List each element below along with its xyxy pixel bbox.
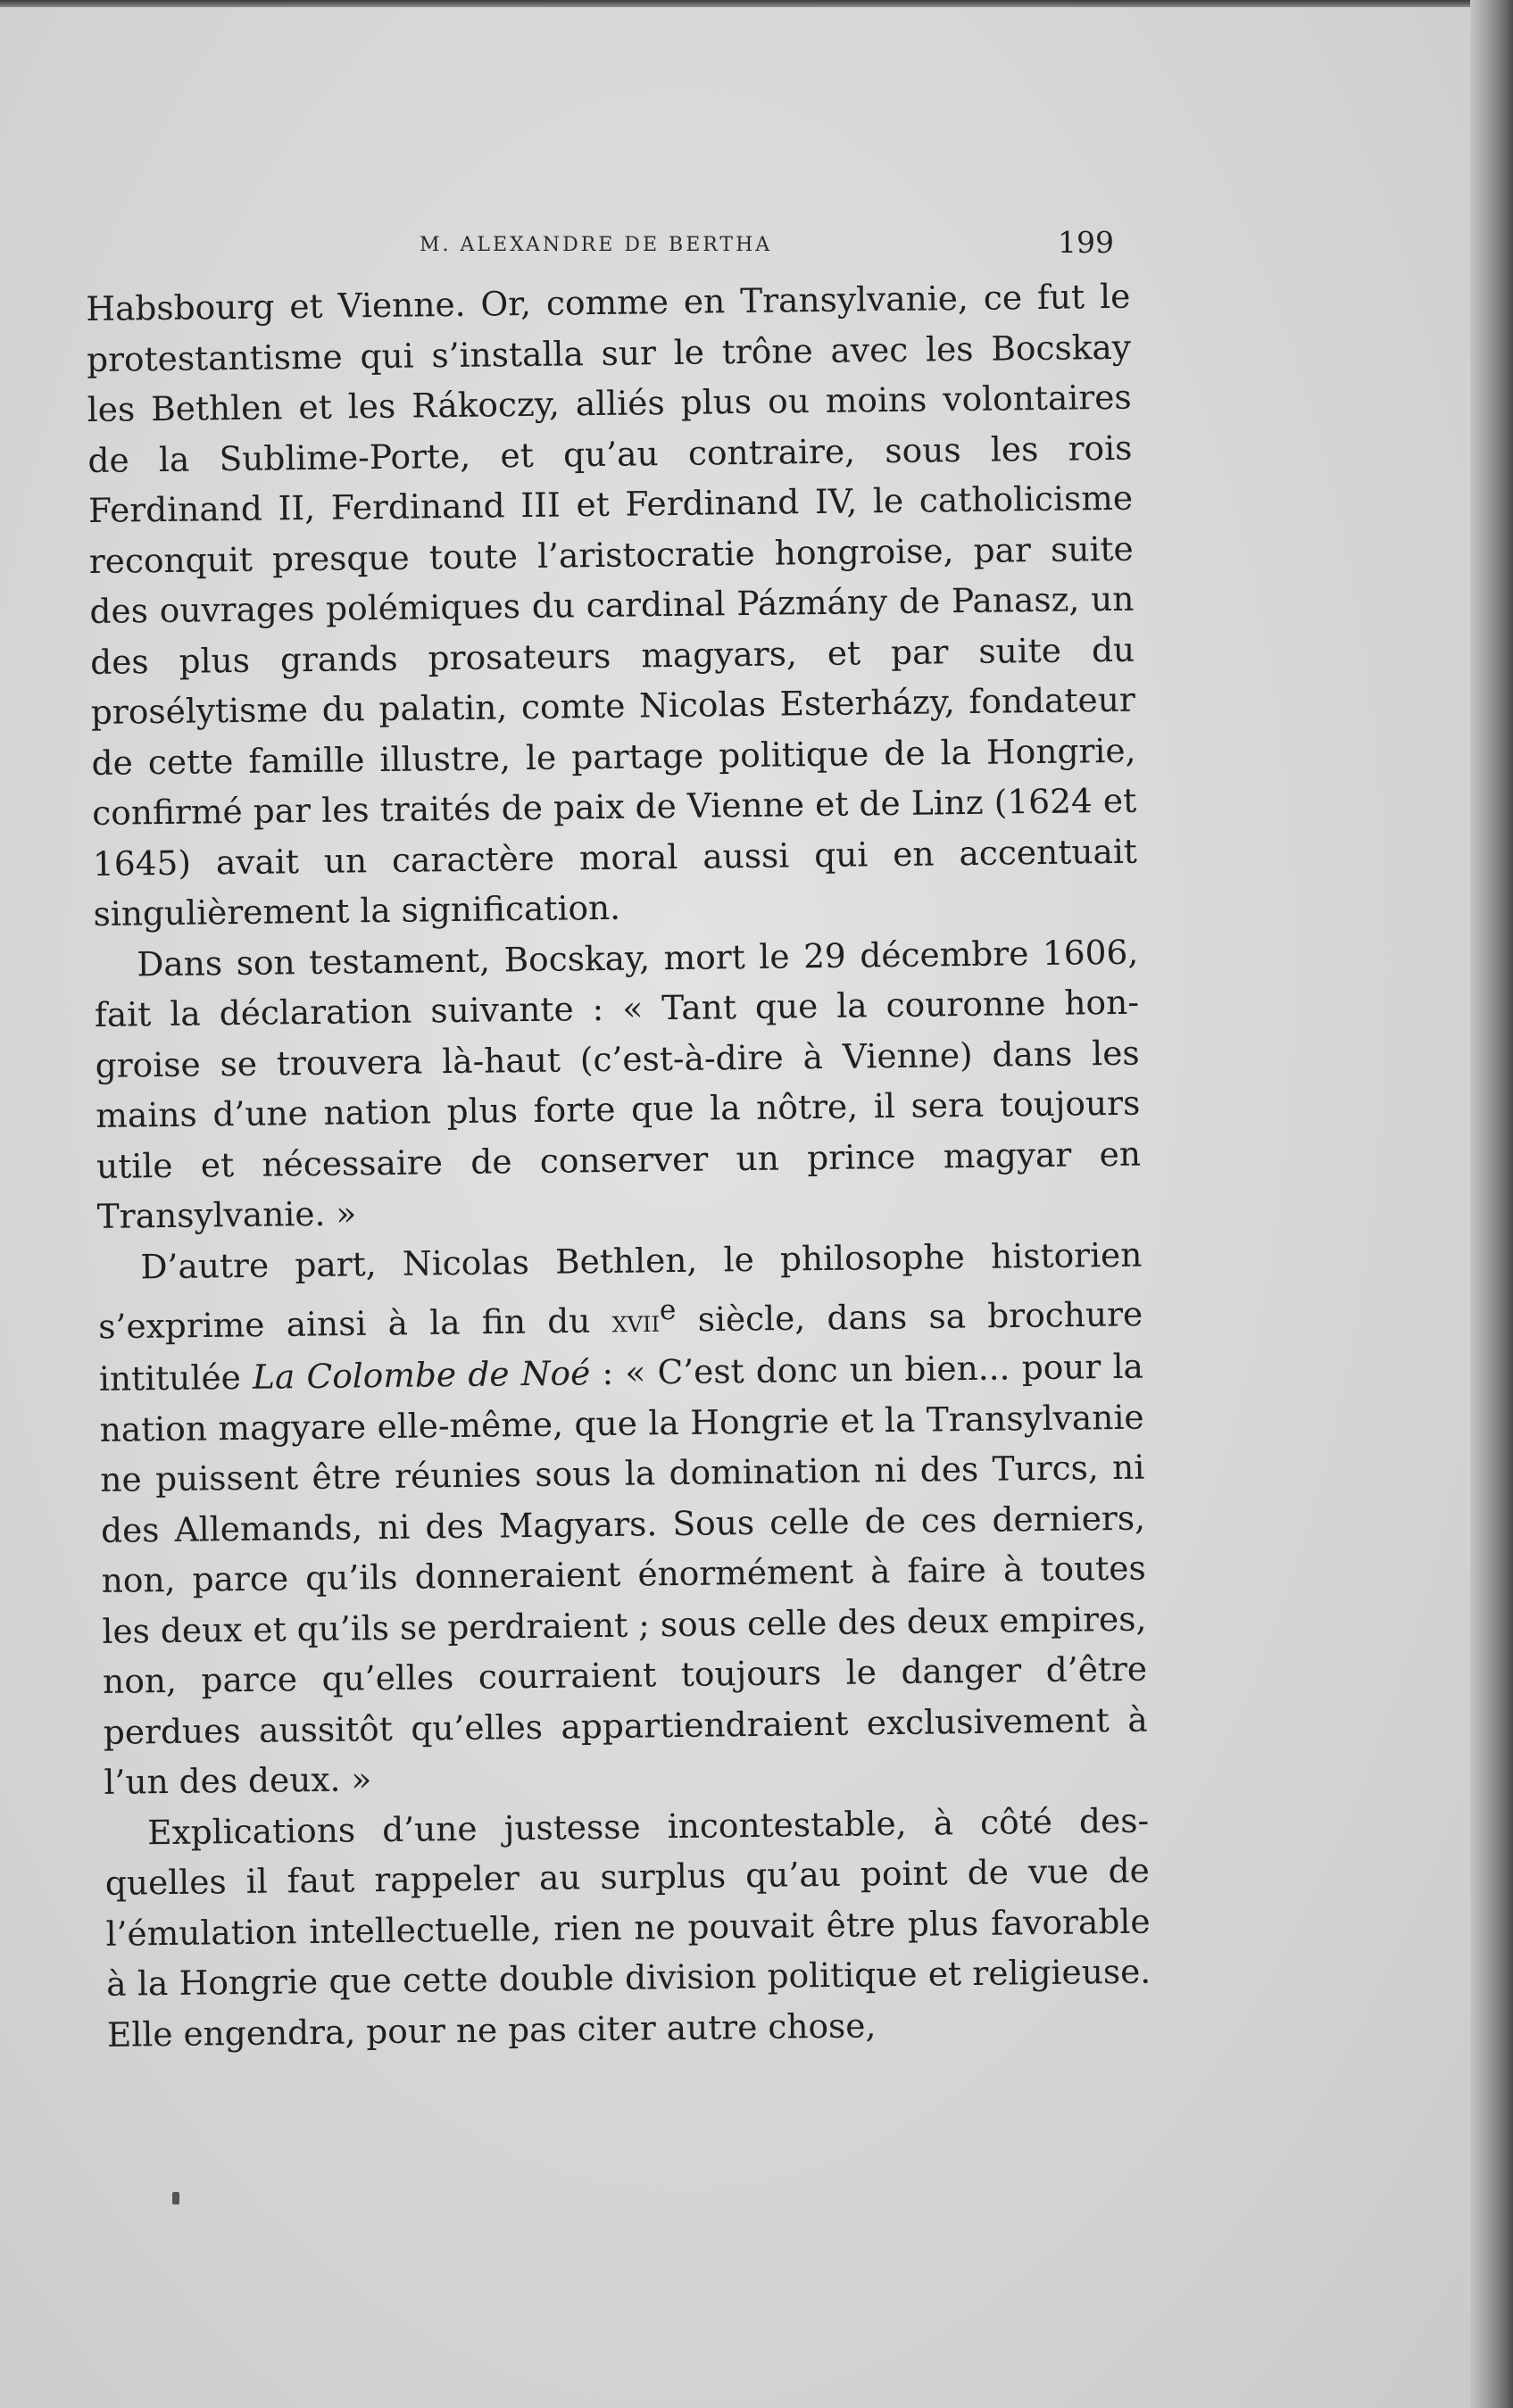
paragraph-3-text-middle: siècle, dans sa brochure intitulée — [98, 1294, 1143, 1399]
page-binding-edge — [1470, 0, 1513, 2408]
century-suffix: e — [659, 1294, 677, 1327]
paragraph-1: Habsbourg et Vienne. Or, comme en Transylvanie, ce fut le protestantisme qui s’installa sur le trône avec les Bocskay les Bethlen et les Rákoczy, alliés plus ou moins volontaires de la Sublime-Porte, et qu’au contraire, sous les rois Ferdinand II, Ferdinand III et Ferdinand IV, le catholicisme reconquit presque toute l’aristocratie hongroise, par suite des ouvrages polémiques du cardinal Pázmány de Panasz, un des plus grands prosateurs magyars, et par suite du prosélytisme du palatin, comte Nicolas Esterházy, fondateur de cette famille illustre, le partage politique de la Hongrie, confirmé par les traités de paix de Vienne et de Linz (1624 et 1645) avait un caractère moral aussi qui en accentuait singulièrement la signification. — [86, 276, 1138, 934]
body-text — [86, 271, 1151, 2060]
paragraph-3-text-end: : « C’est donc un bien... pour la nation magyare elle-même, que la Hongrie et la Transylvanie ne puissent être réunies sous la domination ni des Turcs, ni des Allemands, ni des Magyars. Sous celle de ces derniers, non, parce qu’ils donneraient énormément à faire à toutes les deux et qu’ils se perdraient ; sous celle des deux empires, non, parce qu’elles courraient toujours le danger d’être perdues aussitôt qu’elles appartiendraient exclusivement à l’un des deux. » — [99, 1346, 1149, 1802]
paragraph-2: Dans son testament, Bocskay, mort le 29 décembre 1606, fait la déclaration suivante : « Tant que la couronne hongroise se trouvera là-haut (c’est-à-dire à Vienne) dans les mains d’une nation plus forte que la nôtre, il sera toujours utile et nécessaire de conserver un prince magyar en Transylvanie. » — [94, 932, 1142, 1236]
paragraph-4: Explications d’une justesse incontestable, à côté desquelles il faut rappeler au surplus qu’au point de vue de l’émulation intellectuelle, rien ne pouvait être plus favorable à la Hongrie que cette double division politique et religieuse. Elle engendra, pour ne pas citer autre chose, — [104, 1800, 1151, 2055]
running-head-title: M. ALEXANDRE DE BERTHA — [420, 234, 773, 256]
paragraph-3-text-start: D’autre part, Nicolas Bethlen, le philosophe historien s’exprime ainsi à la fin du — [98, 1234, 1143, 1347]
running-head — [89, 225, 1125, 268]
page-number: 199 — [1058, 225, 1114, 260]
paragraph-3 — [97, 1229, 1149, 1807]
brochure-title: La Colombe de Noé — [252, 1353, 591, 1397]
page-top-edge-shadow — [0, 0, 1513, 7]
ink-speck — [172, 2192, 179, 2205]
century-numeral: xvii — [611, 1303, 661, 1341]
